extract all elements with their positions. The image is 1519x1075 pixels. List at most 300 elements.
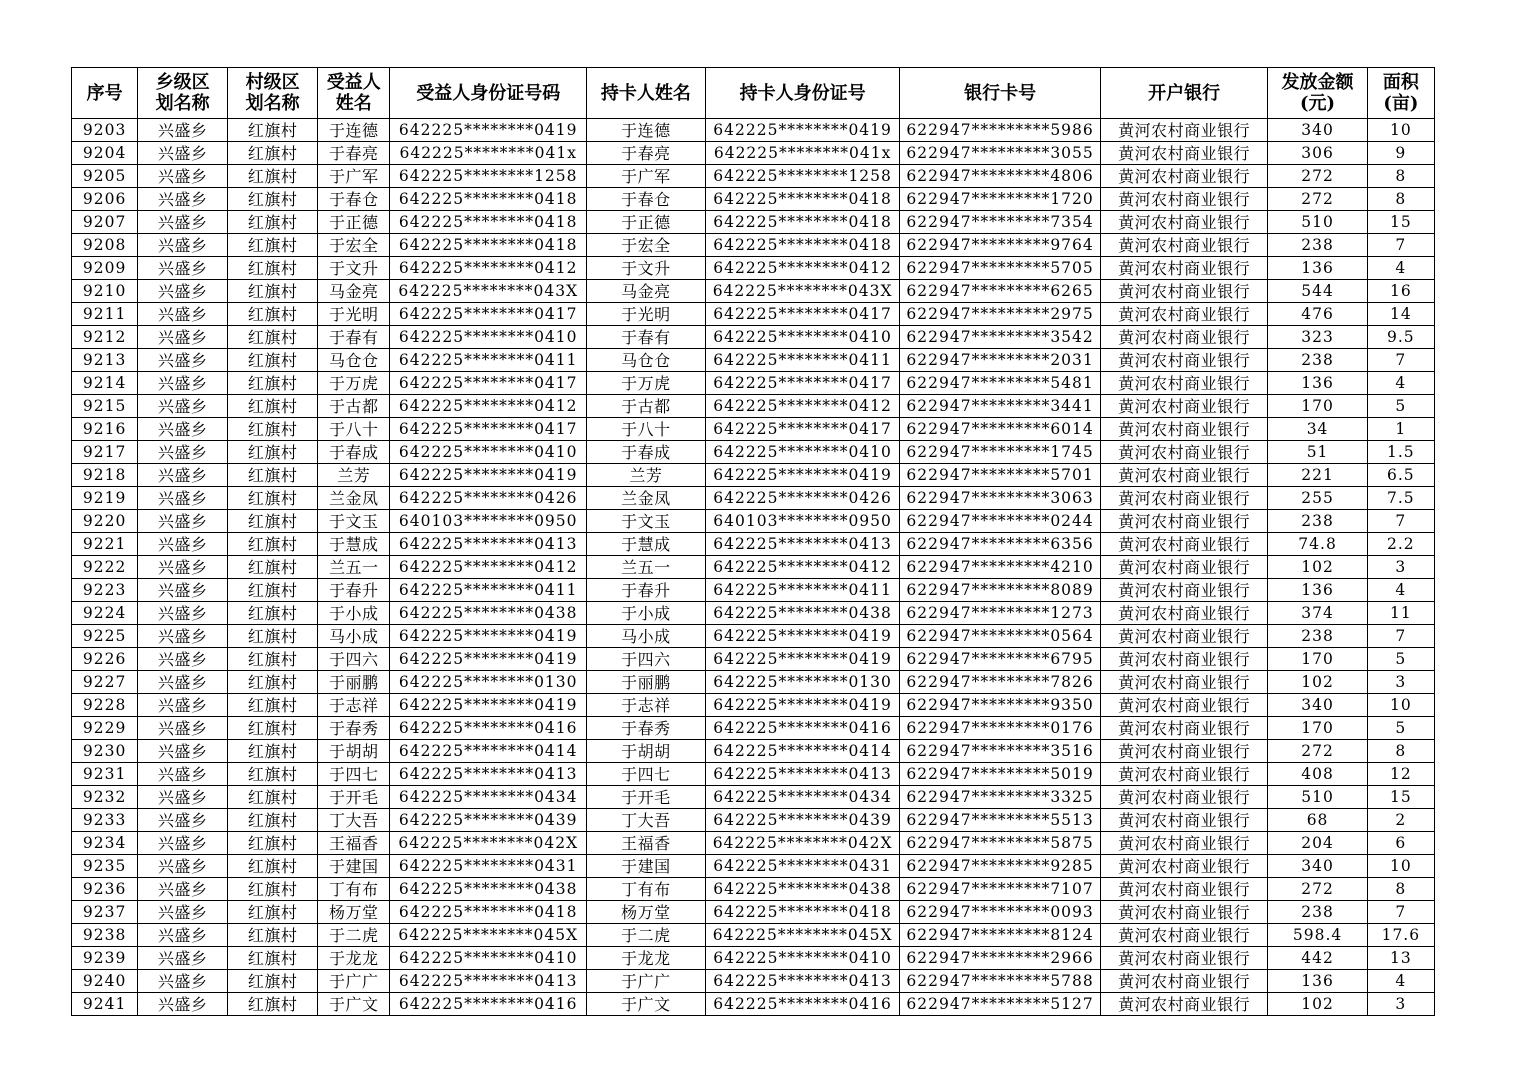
bank-name-cell: 黄河农村商业银行 [1100, 349, 1268, 372]
area-cell: 15 [1367, 786, 1434, 809]
beneficiary-name-cell: 于四七 [318, 763, 390, 786]
village-cell: 红旗村 [228, 901, 318, 924]
table-row [72, 464, 1435, 487]
bank-name-cell: 黄河农村商业银行 [1100, 855, 1268, 878]
subsidy-table-sheet [71, 67, 1435, 1016]
amount-cell: 238 [1268, 510, 1367, 533]
amount-cell: 51 [1268, 441, 1367, 464]
beneficiary-name-cell: 马金亮 [318, 280, 390, 303]
bank-card-cell: 622947*********8124 [900, 924, 1101, 947]
village-cell: 红旗村 [228, 878, 318, 901]
beneficiary-id-cell: 642225********045X [390, 924, 586, 947]
beneficiary-id-cell: 642225********0419 [390, 464, 586, 487]
table-row [72, 993, 1435, 1016]
seq-cell: 9241 [72, 993, 138, 1016]
beneficiary-name-cell: 于春升 [318, 579, 390, 602]
amount-cell: 102 [1268, 993, 1367, 1016]
beneficiary-id-cell: 642225********0426 [390, 487, 586, 510]
cardholder-id-cell: 642225********0419 [705, 464, 899, 487]
area-cell: 5 [1367, 648, 1434, 671]
area-cell: 11 [1367, 602, 1434, 625]
seq-cell: 9217 [72, 441, 138, 464]
cardholder-id-cell: 642225********0438 [705, 878, 899, 901]
village-cell: 红旗村 [228, 349, 318, 372]
bank-name-cell: 黄河农村商业银行 [1100, 556, 1268, 579]
header-amount: 发放金额 (元) [1268, 68, 1367, 119]
beneficiary-id-cell: 642225********0439 [390, 809, 586, 832]
header-seq: 序号 [72, 68, 138, 119]
beneficiary-id-cell: 642225********0417 [390, 418, 586, 441]
cardholder-name-cell: 于文升 [586, 257, 705, 280]
bank-card-cell: 622947*********0244 [900, 510, 1101, 533]
table-row [72, 694, 1435, 717]
cardholder-name-cell: 于文玉 [586, 510, 705, 533]
bank-name-cell: 黄河农村商业银行 [1100, 395, 1268, 418]
header-cardholder: 持卡人姓名 [586, 68, 705, 119]
cardholder-name-cell: 于春成 [586, 441, 705, 464]
amount-cell: 340 [1268, 119, 1367, 142]
cardholder-id-cell: 642225********0413 [705, 533, 899, 556]
bank-name-cell: 黄河农村商业银行 [1100, 165, 1268, 188]
table-row [72, 901, 1435, 924]
bank-card-cell: 622947*********0564 [900, 625, 1101, 648]
amount-cell: 442 [1268, 947, 1367, 970]
table-row [72, 556, 1435, 579]
township-cell: 兴盛乡 [138, 832, 228, 855]
bank-card-cell: 622947*********5986 [900, 119, 1101, 142]
amount-cell: 323 [1268, 326, 1367, 349]
area-cell: 9.5 [1367, 326, 1434, 349]
township-cell: 兴盛乡 [138, 188, 228, 211]
township-cell: 兴盛乡 [138, 947, 228, 970]
cardholder-id-cell: 642225********0412 [705, 395, 899, 418]
seq-cell: 9236 [72, 878, 138, 901]
cardholder-name-cell: 兰五一 [586, 556, 705, 579]
table-row [72, 142, 1435, 165]
village-cell: 红旗村 [228, 556, 318, 579]
beneficiary-name-cell: 于二虎 [318, 924, 390, 947]
table-row [72, 280, 1435, 303]
bank-name-cell: 黄河农村商业银行 [1100, 372, 1268, 395]
cardholder-id-cell: 642225********0419 [705, 625, 899, 648]
amount-cell: 170 [1268, 648, 1367, 671]
area-cell: 17.6 [1367, 924, 1434, 947]
beneficiary-id-cell: 642225********0410 [390, 441, 586, 464]
cardholder-name-cell: 于广文 [586, 993, 705, 1016]
area-cell: 3 [1367, 993, 1434, 1016]
area-cell: 16 [1367, 280, 1434, 303]
amount-cell: 510 [1268, 786, 1367, 809]
village-cell: 红旗村 [228, 947, 318, 970]
table-row [72, 487, 1435, 510]
area-cell: 7 [1367, 234, 1434, 257]
bank-card-cell: 622947*********7826 [900, 671, 1101, 694]
township-cell: 兴盛乡 [138, 395, 228, 418]
table-row [72, 441, 1435, 464]
cardholder-id-cell: 642225********0417 [705, 303, 899, 326]
bank-card-cell: 622947*********2031 [900, 349, 1101, 372]
cardholder-id-cell: 642225********0414 [705, 740, 899, 763]
township-cell: 兴盛乡 [138, 211, 228, 234]
header-township: 乡级区 划名称 [138, 68, 228, 119]
seq-cell: 9230 [72, 740, 138, 763]
area-cell: 1.5 [1367, 441, 1434, 464]
beneficiary-name-cell: 于广文 [318, 993, 390, 1016]
cardholder-name-cell: 丁有布 [586, 878, 705, 901]
bank-name-cell: 黄河农村商业银行 [1100, 740, 1268, 763]
township-cell: 兴盛乡 [138, 786, 228, 809]
cardholder-name-cell: 兰金凤 [586, 487, 705, 510]
township-cell: 兴盛乡 [138, 234, 228, 257]
table-row [72, 809, 1435, 832]
bank-card-cell: 622947*********5788 [900, 970, 1101, 993]
amount-cell: 102 [1268, 671, 1367, 694]
bank-name-cell: 黄河农村商业银行 [1100, 142, 1268, 165]
beneficiary-id-cell: 642225********0418 [390, 901, 586, 924]
bank-card-cell: 622947*********1720 [900, 188, 1101, 211]
seq-cell: 9215 [72, 395, 138, 418]
bank-card-cell: 622947*********7354 [900, 211, 1101, 234]
bank-name-cell: 黄河农村商业银行 [1100, 947, 1268, 970]
bank-card-cell: 622947*********3055 [900, 142, 1101, 165]
village-cell: 红旗村 [228, 303, 318, 326]
area-cell: 10 [1367, 694, 1434, 717]
amount-cell: 204 [1268, 832, 1367, 855]
bank-name-cell: 黄河农村商业银行 [1100, 280, 1268, 303]
amount-cell: 136 [1268, 372, 1367, 395]
bank-card-cell: 622947*********5481 [900, 372, 1101, 395]
table-row [72, 924, 1435, 947]
amount-cell: 34 [1268, 418, 1367, 441]
beneficiary-id-cell: 642225********0414 [390, 740, 586, 763]
bank-name-cell: 黄河农村商业银行 [1100, 464, 1268, 487]
township-cell: 兴盛乡 [138, 970, 228, 993]
amount-cell: 374 [1268, 602, 1367, 625]
cardholder-id-cell: 642225********0418 [705, 234, 899, 257]
seq-cell: 9220 [72, 510, 138, 533]
beneficiary-name-cell: 于八十 [318, 418, 390, 441]
township-cell: 兴盛乡 [138, 924, 228, 947]
cardholder-name-cell: 王福香 [586, 832, 705, 855]
table-row [72, 602, 1435, 625]
township-cell: 兴盛乡 [138, 533, 228, 556]
bank-card-cell: 622947*********6265 [900, 280, 1101, 303]
township-cell: 兴盛乡 [138, 648, 228, 671]
bank-card-cell: 622947*********2966 [900, 947, 1101, 970]
cardholder-id-cell: 642225********0413 [705, 970, 899, 993]
seq-cell: 9239 [72, 947, 138, 970]
table-row [72, 832, 1435, 855]
amount-cell: 510 [1268, 211, 1367, 234]
beneficiary-name-cell: 于文玉 [318, 510, 390, 533]
table-header [72, 68, 1435, 119]
cardholder-name-cell: 于开毛 [586, 786, 705, 809]
bank-card-cell: 622947*********7107 [900, 878, 1101, 901]
area-cell: 7 [1367, 510, 1434, 533]
beneficiary-id-cell: 642225********0434 [390, 786, 586, 809]
bank-name-cell: 黄河农村商业银行 [1100, 533, 1268, 556]
village-cell: 红旗村 [228, 855, 318, 878]
bank-name-cell: 黄河农村商业银行 [1100, 510, 1268, 533]
amount-cell: 340 [1268, 694, 1367, 717]
cardholder-id-cell: 642225********0419 [705, 694, 899, 717]
bank-card-cell: 622947*********9350 [900, 694, 1101, 717]
table-row [72, 372, 1435, 395]
table-row [72, 234, 1435, 257]
table-row [72, 625, 1435, 648]
beneficiary-id-cell: 642225********0413 [390, 763, 586, 786]
bank-name-cell: 黄河农村商业银行 [1100, 234, 1268, 257]
seq-cell: 9227 [72, 671, 138, 694]
cardholder-name-cell: 于春升 [586, 579, 705, 602]
seq-cell: 9207 [72, 211, 138, 234]
township-cell: 兴盛乡 [138, 717, 228, 740]
township-cell: 兴盛乡 [138, 855, 228, 878]
amount-cell: 408 [1268, 763, 1367, 786]
bank-card-cell: 622947*********9285 [900, 855, 1101, 878]
township-cell: 兴盛乡 [138, 418, 228, 441]
beneficiary-id-cell: 642225********0416 [390, 993, 586, 1016]
area-cell: 4 [1367, 257, 1434, 280]
village-cell: 红旗村 [228, 326, 318, 349]
beneficiary-name-cell: 于四六 [318, 648, 390, 671]
village-cell: 红旗村 [228, 740, 318, 763]
cardholder-id-cell: 642225********0419 [705, 119, 899, 142]
beneficiary-id-cell: 642225********0412 [390, 395, 586, 418]
beneficiary-id-cell: 642225********0438 [390, 602, 586, 625]
village-cell: 红旗村 [228, 648, 318, 671]
seq-cell: 9232 [72, 786, 138, 809]
beneficiary-id-cell: 640103********0950 [390, 510, 586, 533]
table-row [72, 878, 1435, 901]
cardholder-name-cell: 于春有 [586, 326, 705, 349]
cardholder-id-cell: 642225********0416 [705, 993, 899, 1016]
cardholder-name-cell: 于宏全 [586, 234, 705, 257]
cardholder-name-cell: 于春仓 [586, 188, 705, 211]
seq-cell: 9231 [72, 763, 138, 786]
header-beneficiary: 受益人 姓名 [318, 68, 390, 119]
township-cell: 兴盛乡 [138, 349, 228, 372]
area-cell: 7.5 [1367, 487, 1434, 510]
cardholder-id-cell: 642225********1258 [705, 165, 899, 188]
cardholder-id-cell: 642225********0410 [705, 326, 899, 349]
amount-cell: 68 [1268, 809, 1367, 832]
amount-cell: 170 [1268, 395, 1367, 418]
township-cell: 兴盛乡 [138, 625, 228, 648]
village-cell: 红旗村 [228, 418, 318, 441]
cardholder-name-cell: 于慧成 [586, 533, 705, 556]
beneficiary-id-cell: 642225********0418 [390, 211, 586, 234]
beneficiary-name-cell: 于小成 [318, 602, 390, 625]
seq-cell: 9235 [72, 855, 138, 878]
beneficiary-id-cell: 642225********0130 [390, 671, 586, 694]
bank-name-cell: 黄河农村商业银行 [1100, 257, 1268, 280]
cardholder-name-cell: 于丽鹏 [586, 671, 705, 694]
village-cell: 红旗村 [228, 165, 318, 188]
village-cell: 红旗村 [228, 188, 318, 211]
beneficiary-id-cell: 642225********0410 [390, 326, 586, 349]
cardholder-name-cell: 于建国 [586, 855, 705, 878]
cardholder-id-cell: 642225********0410 [705, 441, 899, 464]
beneficiary-name-cell: 于慧成 [318, 533, 390, 556]
seq-cell: 9203 [72, 119, 138, 142]
area-cell: 6 [1367, 832, 1434, 855]
township-cell: 兴盛乡 [138, 510, 228, 533]
beneficiary-id-cell: 642225********1258 [390, 165, 586, 188]
township-cell: 兴盛乡 [138, 487, 228, 510]
village-cell: 红旗村 [228, 257, 318, 280]
seq-cell: 9226 [72, 648, 138, 671]
area-cell: 7 [1367, 901, 1434, 924]
bank-name-cell: 黄河农村商业银行 [1100, 809, 1268, 832]
beneficiary-name-cell: 王福香 [318, 832, 390, 855]
subsidy-distribution-table [71, 67, 1435, 1016]
bank-name-cell: 黄河农村商业银行 [1100, 487, 1268, 510]
beneficiary-name-cell: 于志祥 [318, 694, 390, 717]
area-cell: 4 [1367, 579, 1434, 602]
table-row [72, 579, 1435, 602]
seq-cell: 9223 [72, 579, 138, 602]
bank-card-cell: 622947*********5019 [900, 763, 1101, 786]
table-row [72, 671, 1435, 694]
table-row [72, 533, 1435, 556]
bank-name-cell: 黄河农村商业银行 [1100, 832, 1268, 855]
area-cell: 3 [1367, 556, 1434, 579]
beneficiary-id-cell: 642225********0416 [390, 717, 586, 740]
village-cell: 红旗村 [228, 993, 318, 1016]
beneficiary-name-cell: 于丽鹏 [318, 671, 390, 694]
seq-cell: 9229 [72, 717, 138, 740]
amount-cell: 238 [1268, 901, 1367, 924]
beneficiary-name-cell: 于连德 [318, 119, 390, 142]
table-row [72, 947, 1435, 970]
seq-cell: 9224 [72, 602, 138, 625]
cardholder-name-cell: 马仓仓 [586, 349, 705, 372]
table-row [72, 970, 1435, 993]
amount-cell: 340 [1268, 855, 1367, 878]
beneficiary-name-cell: 于广军 [318, 165, 390, 188]
township-cell: 兴盛乡 [138, 878, 228, 901]
amount-cell: 238 [1268, 625, 1367, 648]
township-cell: 兴盛乡 [138, 372, 228, 395]
village-cell: 红旗村 [228, 602, 318, 625]
village-cell: 红旗村 [228, 487, 318, 510]
bank-card-cell: 622947*********3441 [900, 395, 1101, 418]
header-village: 村级区 划名称 [228, 68, 318, 119]
seq-cell: 9210 [72, 280, 138, 303]
village-cell: 红旗村 [228, 763, 318, 786]
seq-cell: 9216 [72, 418, 138, 441]
beneficiary-name-cell: 于正德 [318, 211, 390, 234]
beneficiary-id-cell: 642225********0411 [390, 579, 586, 602]
bank-name-cell: 黄河农村商业银行 [1100, 418, 1268, 441]
seq-cell: 9228 [72, 694, 138, 717]
cardholder-id-cell: 642225********0434 [705, 786, 899, 809]
seq-cell: 9238 [72, 924, 138, 947]
amount-cell: 272 [1268, 740, 1367, 763]
cardholder-name-cell: 于广广 [586, 970, 705, 993]
village-cell: 红旗村 [228, 786, 318, 809]
beneficiary-name-cell: 于春有 [318, 326, 390, 349]
table-row [72, 395, 1435, 418]
header-bank: 开户银行 [1100, 68, 1268, 119]
amount-cell: 136 [1268, 970, 1367, 993]
township-cell: 兴盛乡 [138, 579, 228, 602]
table-row [72, 257, 1435, 280]
table-row [72, 648, 1435, 671]
village-cell: 红旗村 [228, 395, 318, 418]
area-cell: 14 [1367, 303, 1434, 326]
cardholder-name-cell: 马金亮 [586, 280, 705, 303]
cardholder-name-cell: 于正德 [586, 211, 705, 234]
seq-cell: 9237 [72, 901, 138, 924]
amount-cell: 170 [1268, 717, 1367, 740]
beneficiary-name-cell: 于龙龙 [318, 947, 390, 970]
beneficiary-id-cell: 642225********0418 [390, 188, 586, 211]
beneficiary-name-cell: 于建国 [318, 855, 390, 878]
table-row [72, 211, 1435, 234]
bank-name-cell: 黄河农村商业银行 [1100, 901, 1268, 924]
bank-name-cell: 黄河农村商业银行 [1100, 119, 1268, 142]
cardholder-id-cell: 642225********0411 [705, 579, 899, 602]
beneficiary-name-cell: 丁有布 [318, 878, 390, 901]
amount-cell: 272 [1268, 878, 1367, 901]
cardholder-name-cell: 于胡胡 [586, 740, 705, 763]
village-cell: 红旗村 [228, 832, 318, 855]
beneficiary-name-cell: 于广广 [318, 970, 390, 993]
village-cell: 红旗村 [228, 464, 318, 487]
beneficiary-id-cell: 642225********0431 [390, 855, 586, 878]
bank-name-cell: 黄河农村商业银行 [1100, 924, 1268, 947]
bank-card-cell: 622947*********6014 [900, 418, 1101, 441]
cardholder-name-cell: 于龙龙 [586, 947, 705, 970]
beneficiary-name-cell: 兰金凤 [318, 487, 390, 510]
seq-cell: 9208 [72, 234, 138, 257]
village-cell: 红旗村 [228, 970, 318, 993]
village-cell: 红旗村 [228, 924, 318, 947]
bank-card-cell: 622947*********5513 [900, 809, 1101, 832]
bank-card-cell: 622947*********9764 [900, 234, 1101, 257]
table-row [72, 326, 1435, 349]
township-cell: 兴盛乡 [138, 119, 228, 142]
header-cardholder-id: 持卡人身份证号 [705, 68, 899, 119]
bank-name-cell: 黄河农村商业银行 [1100, 625, 1268, 648]
cardholder-id-cell: 642225********0418 [705, 211, 899, 234]
township-cell: 兴盛乡 [138, 901, 228, 924]
beneficiary-name-cell: 兰芳 [318, 464, 390, 487]
table-row [72, 303, 1435, 326]
area-cell: 8 [1367, 878, 1434, 901]
area-cell: 5 [1367, 717, 1434, 740]
area-cell: 2 [1367, 809, 1434, 832]
area-cell: 4 [1367, 372, 1434, 395]
township-cell: 兴盛乡 [138, 303, 228, 326]
township-cell: 兴盛乡 [138, 993, 228, 1016]
seq-cell: 9218 [72, 464, 138, 487]
area-cell: 8 [1367, 165, 1434, 188]
beneficiary-id-cell: 642225********042X [390, 832, 586, 855]
village-cell: 红旗村 [228, 579, 318, 602]
seq-cell: 9225 [72, 625, 138, 648]
bank-name-cell: 黄河农村商业银行 [1100, 671, 1268, 694]
cardholder-name-cell: 于八十 [586, 418, 705, 441]
cardholder-id-cell: 642225********0417 [705, 418, 899, 441]
amount-cell: 136 [1268, 579, 1367, 602]
township-cell: 兴盛乡 [138, 671, 228, 694]
bank-card-cell: 622947*********3542 [900, 326, 1101, 349]
area-cell: 15 [1367, 211, 1434, 234]
area-cell: 8 [1367, 188, 1434, 211]
